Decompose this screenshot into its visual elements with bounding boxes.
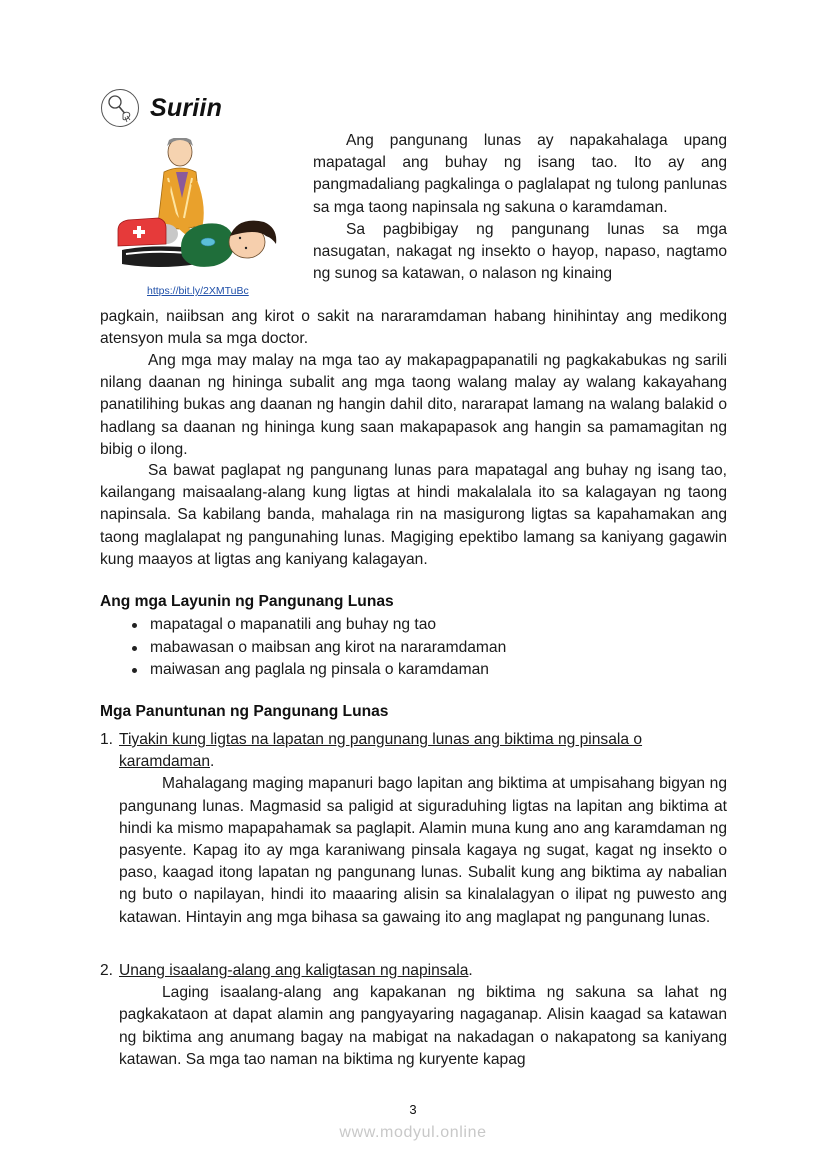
panuntunan-item-1: 1. Tiyakin kung ligtas na lapatan ng pangunang lunas ang biktima ng pinsala o karamdaman. Mahalagang maging mapanuri bago lapitan ang biktima at umpisahang bigyan ng pangunang lunas. Magmasid sa paligid at siguraduhing ligtas na lapitan ang biktima at hindi ka mismo mapapahamak sa paglapit. Alamin muna kung ano ang karamdaman ng pasyente. Kapag ito ay mga karaniwang pinsala kagaya ng sugat, kagat ng insekto o paso, kaagad itong lapatan ng pangunang lunas. Subalit kung ang biktima ay nabalian ng buto o napilayan, hindi ito maaaring alisin sa kinalalagyan o ilipat ng puwesto ang katawan. Hintayin ang mga bihasa sa gawaing ito ang maglapat ng pangunang lunas. (100, 729, 727, 929)
panuntunan-heading: Mga Panuntunan ng Pangunang Lunas (100, 703, 389, 720)
item-title: Tiyakin kung ligtas na lapatan ng pangunang lunas ang biktima ng pinsala o karamdaman (119, 731, 643, 771)
section-title: Suriin (150, 93, 223, 122)
item-number: 1. (100, 731, 114, 748)
intro-paragraph-2-start: Sa pagbibigay ng pangunang lunas sa mga nasugatan, nakagat ng insekto o hayop, napaso, nagtamo ng sunog sa katawan, o nalason ng kinaing (313, 220, 727, 283)
intro-paragraph-4-block (100, 460, 727, 571)
layunin-list (130, 614, 506, 682)
intro-paragraph-3-block (100, 350, 727, 461)
page-number: 3 (409, 1102, 417, 1117)
image-source-link[interactable]: https://bit.ly/2XMTuBc (147, 285, 249, 297)
item-title: Unang isaalang-alang ang kaligtasan ng napinsala (119, 962, 469, 979)
list-item: maiwasan ang paglala ng pinsala o karamdaman (130, 659, 506, 682)
layunin-heading: Ang mga Layunin ng Pangunang Lunas (100, 593, 394, 610)
intro-paragraph-1: Ang pangunang lunas ay napakahalaga upang mapatagal ang buhay ng isang tao. Ito ay ang pangmadaliang pagkalinga o paglalapat ng tulong panlunas sa mga taong napinsala ng sakuna o karamdaman. (313, 132, 727, 216)
item-body: Mahalagang maging mapanuri bago lapitan ang biktima at umpisahang bigyan ng pangunang lunas. Magmasid sa paligid at siguraduhing ligtas na lapitan ang biktima at hindi ka mismo mapapahamak sa paglapit. Alamin muna kung ano ang karamdaman ng pasyente. Kapag ito ay mga karaniwang pinsala kagaya ng sugat, kagat ng insekto o paso, kaagad itong lapatan ng pangunang lunas. Subalit kung ang biktima ay nabalian ng buto o napilayan, hindi ito maaaring alisin sa kinalalagyan o ilipat ng puwesto ang katawan. Hintayin ang mga bihasa sa gawaing ito ang maglapat ng pangunang lunas. (119, 775, 727, 926)
intro-paragraph-2-continued: pagkain, naiibsan ang kirot o sakit na nararamdaman habang hinihintay ang medikong atensyon mula sa mga doctor. (100, 308, 727, 348)
list-item: mapatagal o mapanatili ang buhay ng tao (130, 614, 506, 637)
item-number: 2. (100, 962, 114, 979)
intro-paragraph-2-continued-block (100, 306, 727, 350)
list-item: mabawasan o maibsan ang kirot na nararamdaman (130, 637, 506, 660)
intro-paragraph-3: Ang mga may malay na mga tao ay makapagpapanatili ng pagkakabukas ng sarili nilang daanan ng hininga subalit ang mga taong walang malay ay walang kakayahang panatilihing bukas ang daanan ng hangin dahil dito, nararapat lamang na walang balakid o hadlang sa daanan ng hininga kung saan makapapasok ang hangin sa pamamagitan ng bibig o ilong. (100, 352, 727, 458)
section-header (100, 86, 222, 130)
intro-paragraph-4: Sa bawat paglapat ng pangunang lunas para mapatagal ang buhay ng isang tao, kailangang maisaalang-alang kung ligtas at hindi makalalala ito sa kalagayan ng taong napinsala. Sa kabilang banda, mahalaga rin na masigurong ligtas sa kapahamakan ang taong maglalapat ng pangunahing lunas. Magiging epektibo lamang sa kaniyang gagawin kung maayos at ligtas ang kaniyang kalagayan. (100, 462, 727, 568)
panuntunan-item-2: 2. Unang isaalang-alang ang kaligtasan ng napinsala. Laging isaalang-alang ang kapakanan ng biktima ng sakuna sa lahat ng pagkakataon at dapat alamin ang pangyayaring nagaganap. Alisin kaagad sa katawan ng biktima ang anumang bagay na mabigat na nakadagan o nakapatong sa kaniyang katawan. Sa mga tao naman na biktima ng kuryente kapag (100, 960, 727, 1071)
intro-right-column (313, 130, 727, 285)
first-aid-illustration (112, 138, 292, 276)
item-body: Laging isaalang-alang ang kapakanan ng biktima ng sakuna sa lahat ng pagkakataon at dapat alamin ang pangyayaring nagaganap. Alisin kaagad sa katawan ng biktima ang anumang bagay na mabigat na nakadagan o nakapatong sa kaniyang katawan. Sa mga tao naman na biktima ng kuryente kapag (119, 984, 727, 1068)
magnifying-glass-icon (100, 88, 140, 128)
watermark: www.modyul.online (339, 1124, 487, 1141)
